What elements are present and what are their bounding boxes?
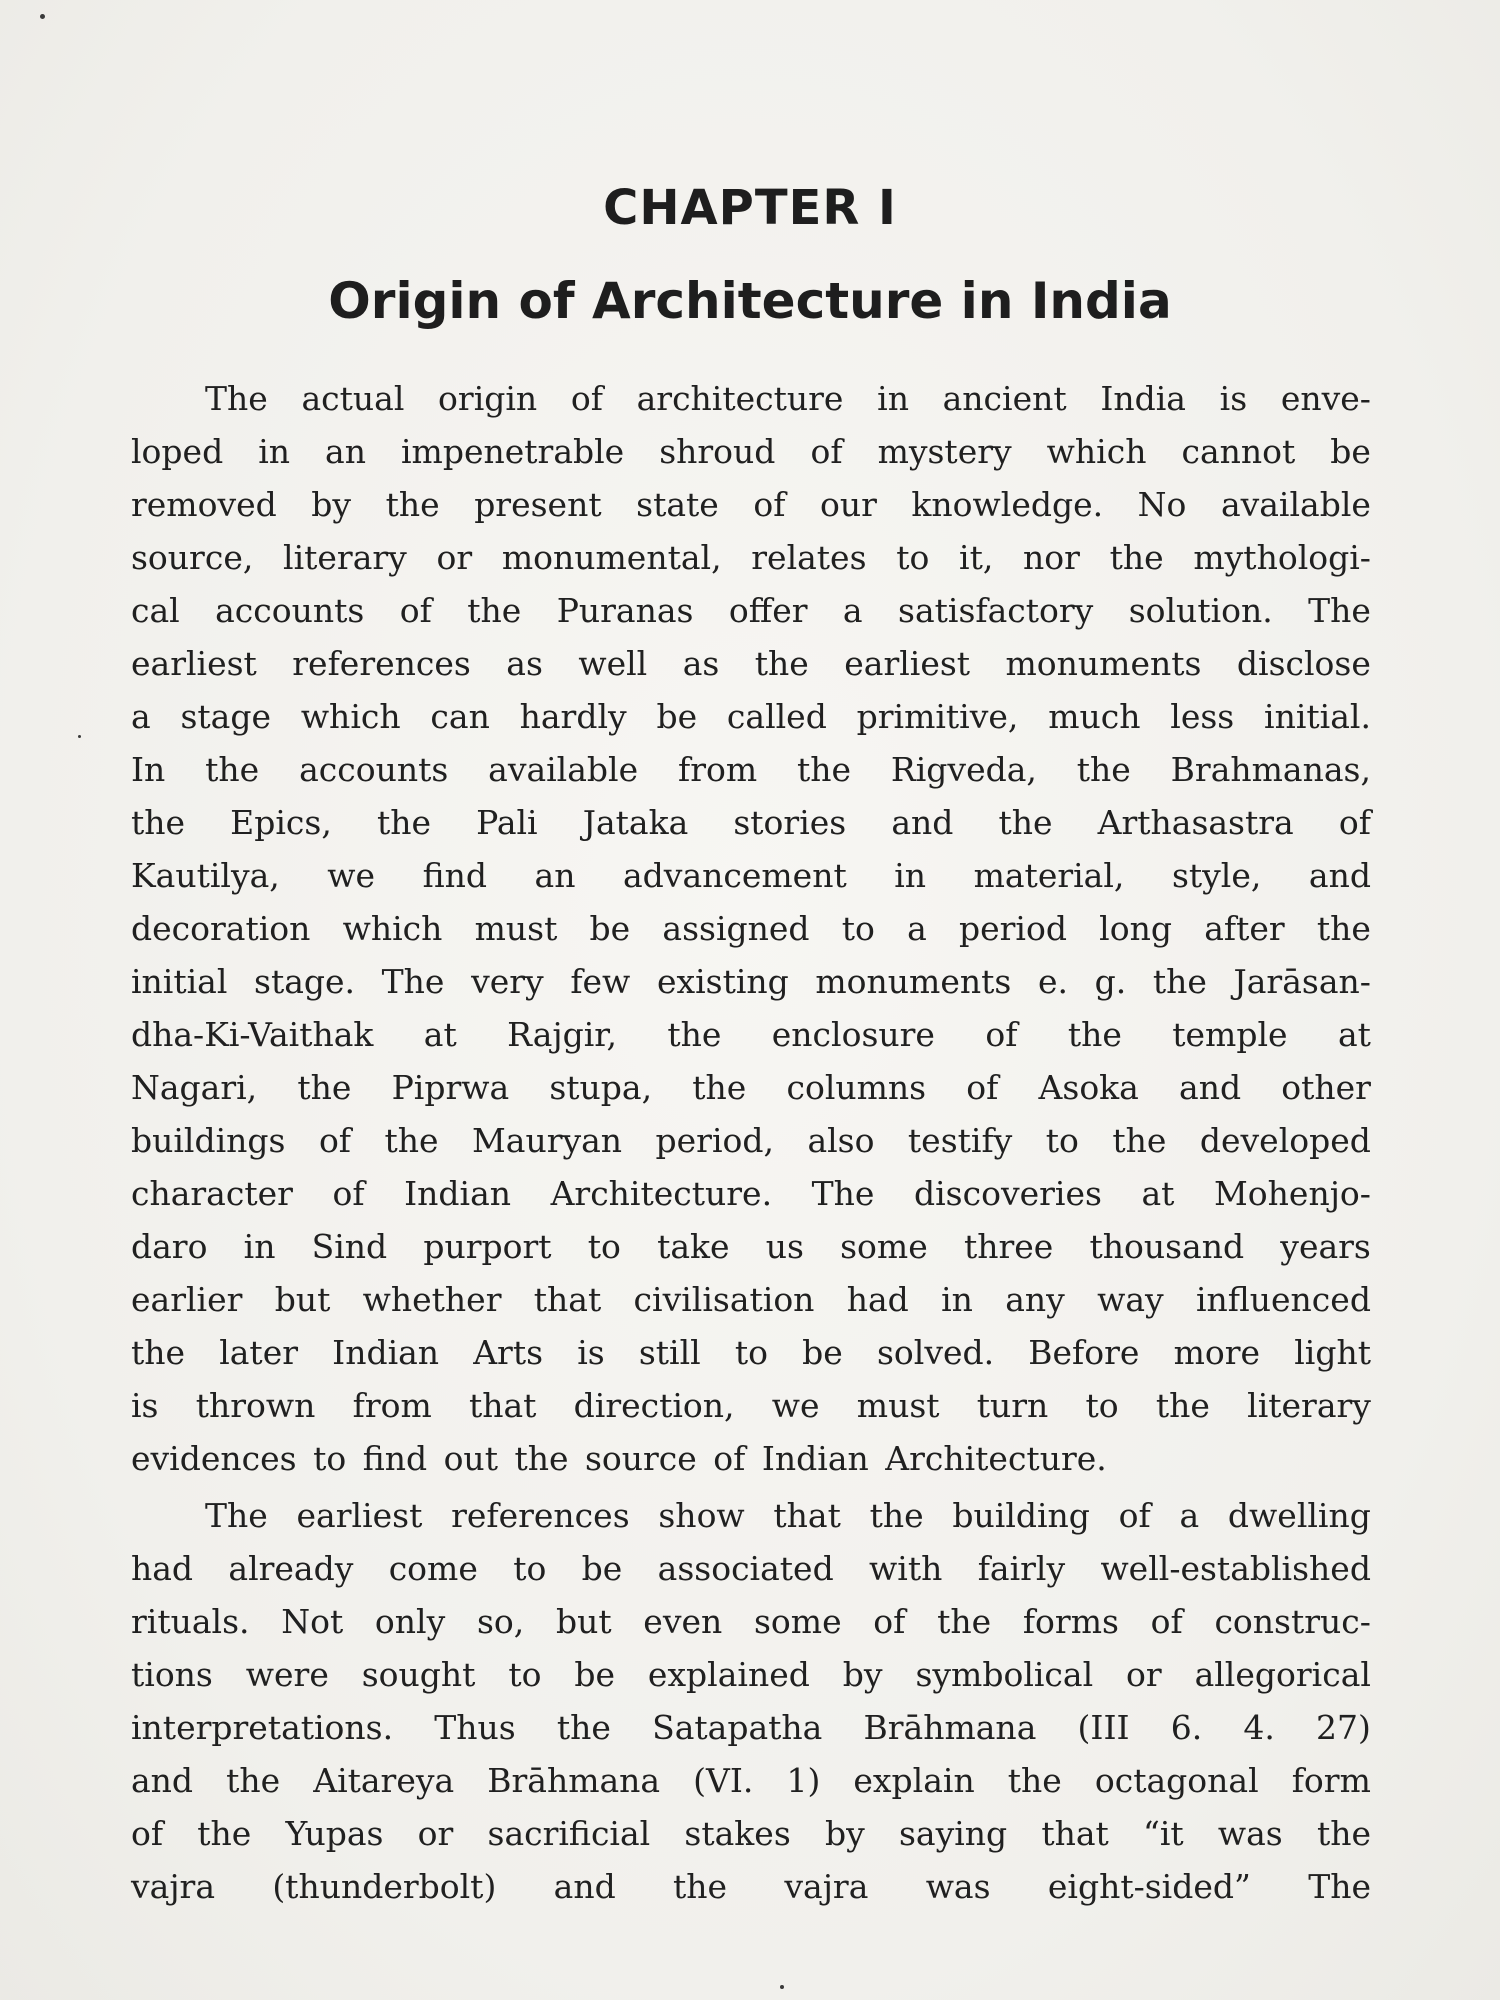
- text-line: buildings of the Mauryan period, also testify to the developed: [131, 1121, 1371, 1160]
- text-line: vajra (thunderbolt) and the vajra was eight-sided” The: [131, 1867, 1371, 1906]
- text-line: rituals. Not only so, but even some of the forms of construc-: [131, 1602, 1371, 1641]
- text-line: Kautilya, we find an advancement in material, style, and: [131, 856, 1371, 895]
- text-line: a stage which can hardly be called primitive, much less initial.: [131, 697, 1371, 736]
- text-line: interpretations. Thus the Satapatha Brāhmana (III 6. 4. 27): [131, 1708, 1371, 1747]
- text-line: the Epics, the Pali Jataka stories and the Arthasastra of: [131, 803, 1371, 842]
- text-line: removed by the present state of our knowledge. No available: [131, 485, 1371, 524]
- text-line: tions were sought to be explained by symbolical or allegorical: [131, 1655, 1371, 1694]
- text-line: Nagari, the Piprwa stupa, the columns of Asoka and other: [131, 1068, 1371, 1107]
- text-line: earlier but whether that civilisation had in any way influenced: [131, 1280, 1371, 1319]
- paragraph-1: [131, 372, 1371, 1485]
- text-line: The earliest references show that the building of a dwelling: [205, 1496, 1371, 1535]
- text-line: loped in an impenetrable shroud of mystery which cannot be: [131, 432, 1371, 471]
- text-line: The actual origin of architecture in ancient India is enve-: [205, 379, 1371, 418]
- text-line: had already come to be associated with fairly well-established: [131, 1549, 1371, 1588]
- text-line: cal accounts of the Puranas offer a satisfactory solution. The: [131, 591, 1371, 630]
- text-line: decoration which must be assigned to a period long after the: [131, 909, 1371, 948]
- text-line: and the Aitareya Brāhmana (VI. 1) explain the octagonal form: [131, 1761, 1371, 1800]
- paragraph-2: [131, 1489, 1371, 1913]
- text-line: initial stage. The very few existing monuments e. g. the Jarāsan-: [131, 962, 1371, 1001]
- text-line: In the accounts available from the Rigveda, the Brahmanas,: [131, 750, 1371, 789]
- text-line: character of Indian Architecture. The discoveries at Mohenjo-: [131, 1174, 1371, 1213]
- body-text: [131, 372, 1371, 1913]
- text-line: the later Indian Arts is still to be solved. Before more light: [131, 1333, 1371, 1372]
- text-line: daro in Sind purport to take us some three thousand years: [131, 1227, 1371, 1266]
- text-line: of the Yupas or sacrificial stakes by saying that “it was the: [131, 1814, 1371, 1853]
- chapter-title: Origin of Architecture in India: [328, 272, 1172, 330]
- text-line: dha-Ki-Vaithak at Rajgir, the enclosure of the temple at: [131, 1015, 1371, 1054]
- text-line: is thrown from that direction, we must turn to the literary: [131, 1386, 1371, 1425]
- chapter-label: CHAPTER I: [603, 180, 897, 236]
- text-line: earliest references as well as the earliest monuments disclose: [131, 644, 1371, 683]
- text-line: source, literary or monumental, relates to it, nor the mythologi-: [131, 538, 1371, 577]
- text-line: evidences to find out the source of Indian Architecture.: [131, 1439, 1107, 1478]
